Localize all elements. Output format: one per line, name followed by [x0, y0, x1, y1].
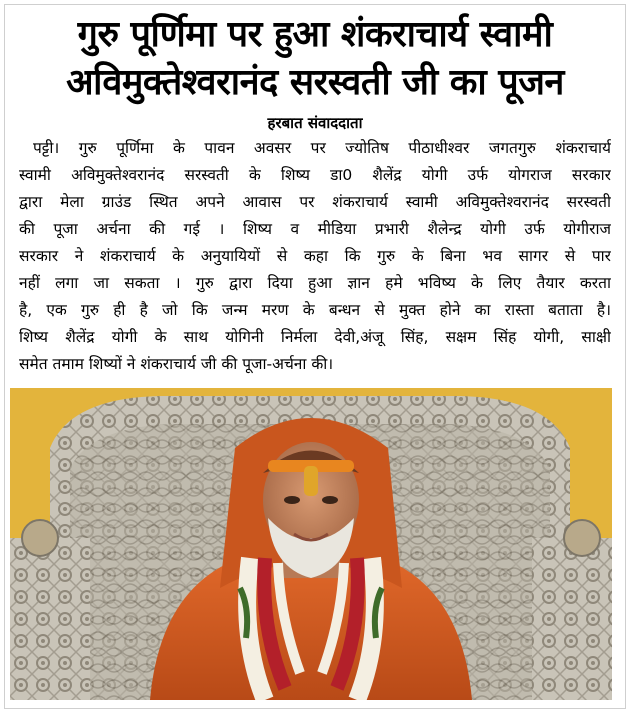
body-line: पट्टी। गुरु पूर्णिमा के पावन अवसर पर ज्योतिष पीठाधीश्वर जगतगुरु शंकराचार्य — [33, 139, 611, 157]
body-line: नहीं लगा जा सकता । गुरु द्वारा दिया हुआ ज्ञान हमे भविष्य के लिए तैयार करता — [19, 274, 611, 292]
headline — [5, 11, 625, 107]
headline-line-1: गुरु पूर्णिमा पर हुआ शंकराचार्य स्वामी — [77, 14, 553, 55]
throne-arm-left — [10, 538, 90, 700]
portrait-photo-illustration — [10, 388, 612, 700]
body-line: है, एक गुरु ही है जो कि जन्म मरण के बन्धन से मुक्त होने का रास्ता बताता है। — [19, 301, 611, 319]
byline: हरबात संवाददाता — [267, 114, 363, 132]
body-line: स्वामी अविमुक्तेश्वरानंद सरस्वती के शिष्य डा0 शैलेंद्र योगी उर्फ योगराज सरकार — [19, 166, 611, 184]
body-line: शिष्य शैलेंद्र योगी के साथ योगिनी निर्मला देवी,अंजू सिंह, सक्षम सिंह योगी, साक्षी — [19, 328, 611, 346]
throne-arm-right — [532, 538, 612, 700]
body-line: सरकार ने शंकराचार्य के अनुयायियों से कहा कि गुरु के बिना भव सागर से पार — [19, 247, 611, 265]
body-line: की पूजा अर्चना की गई । शिष्य व मीडिया प्रभारी शैलेन्द्र योगी उर्फ योगीराज — [19, 220, 611, 238]
article-photo — [10, 388, 612, 700]
body-line: द्वारा मेला ग्राउंड स्थित अपने आवास पर शंकराचार्य स्वामी अविमुक्तेश्वरानंद सरस्वती — [19, 193, 611, 211]
article-body — [19, 135, 611, 378]
body-line: समेत तमाम शिष्यों ने शंकराचार्य जी की पूजा-अर्चना की। — [19, 355, 334, 373]
headline-line-2: अविमुक्तेश्वरानंद सरस्वती जी का पूजन — [66, 62, 564, 103]
